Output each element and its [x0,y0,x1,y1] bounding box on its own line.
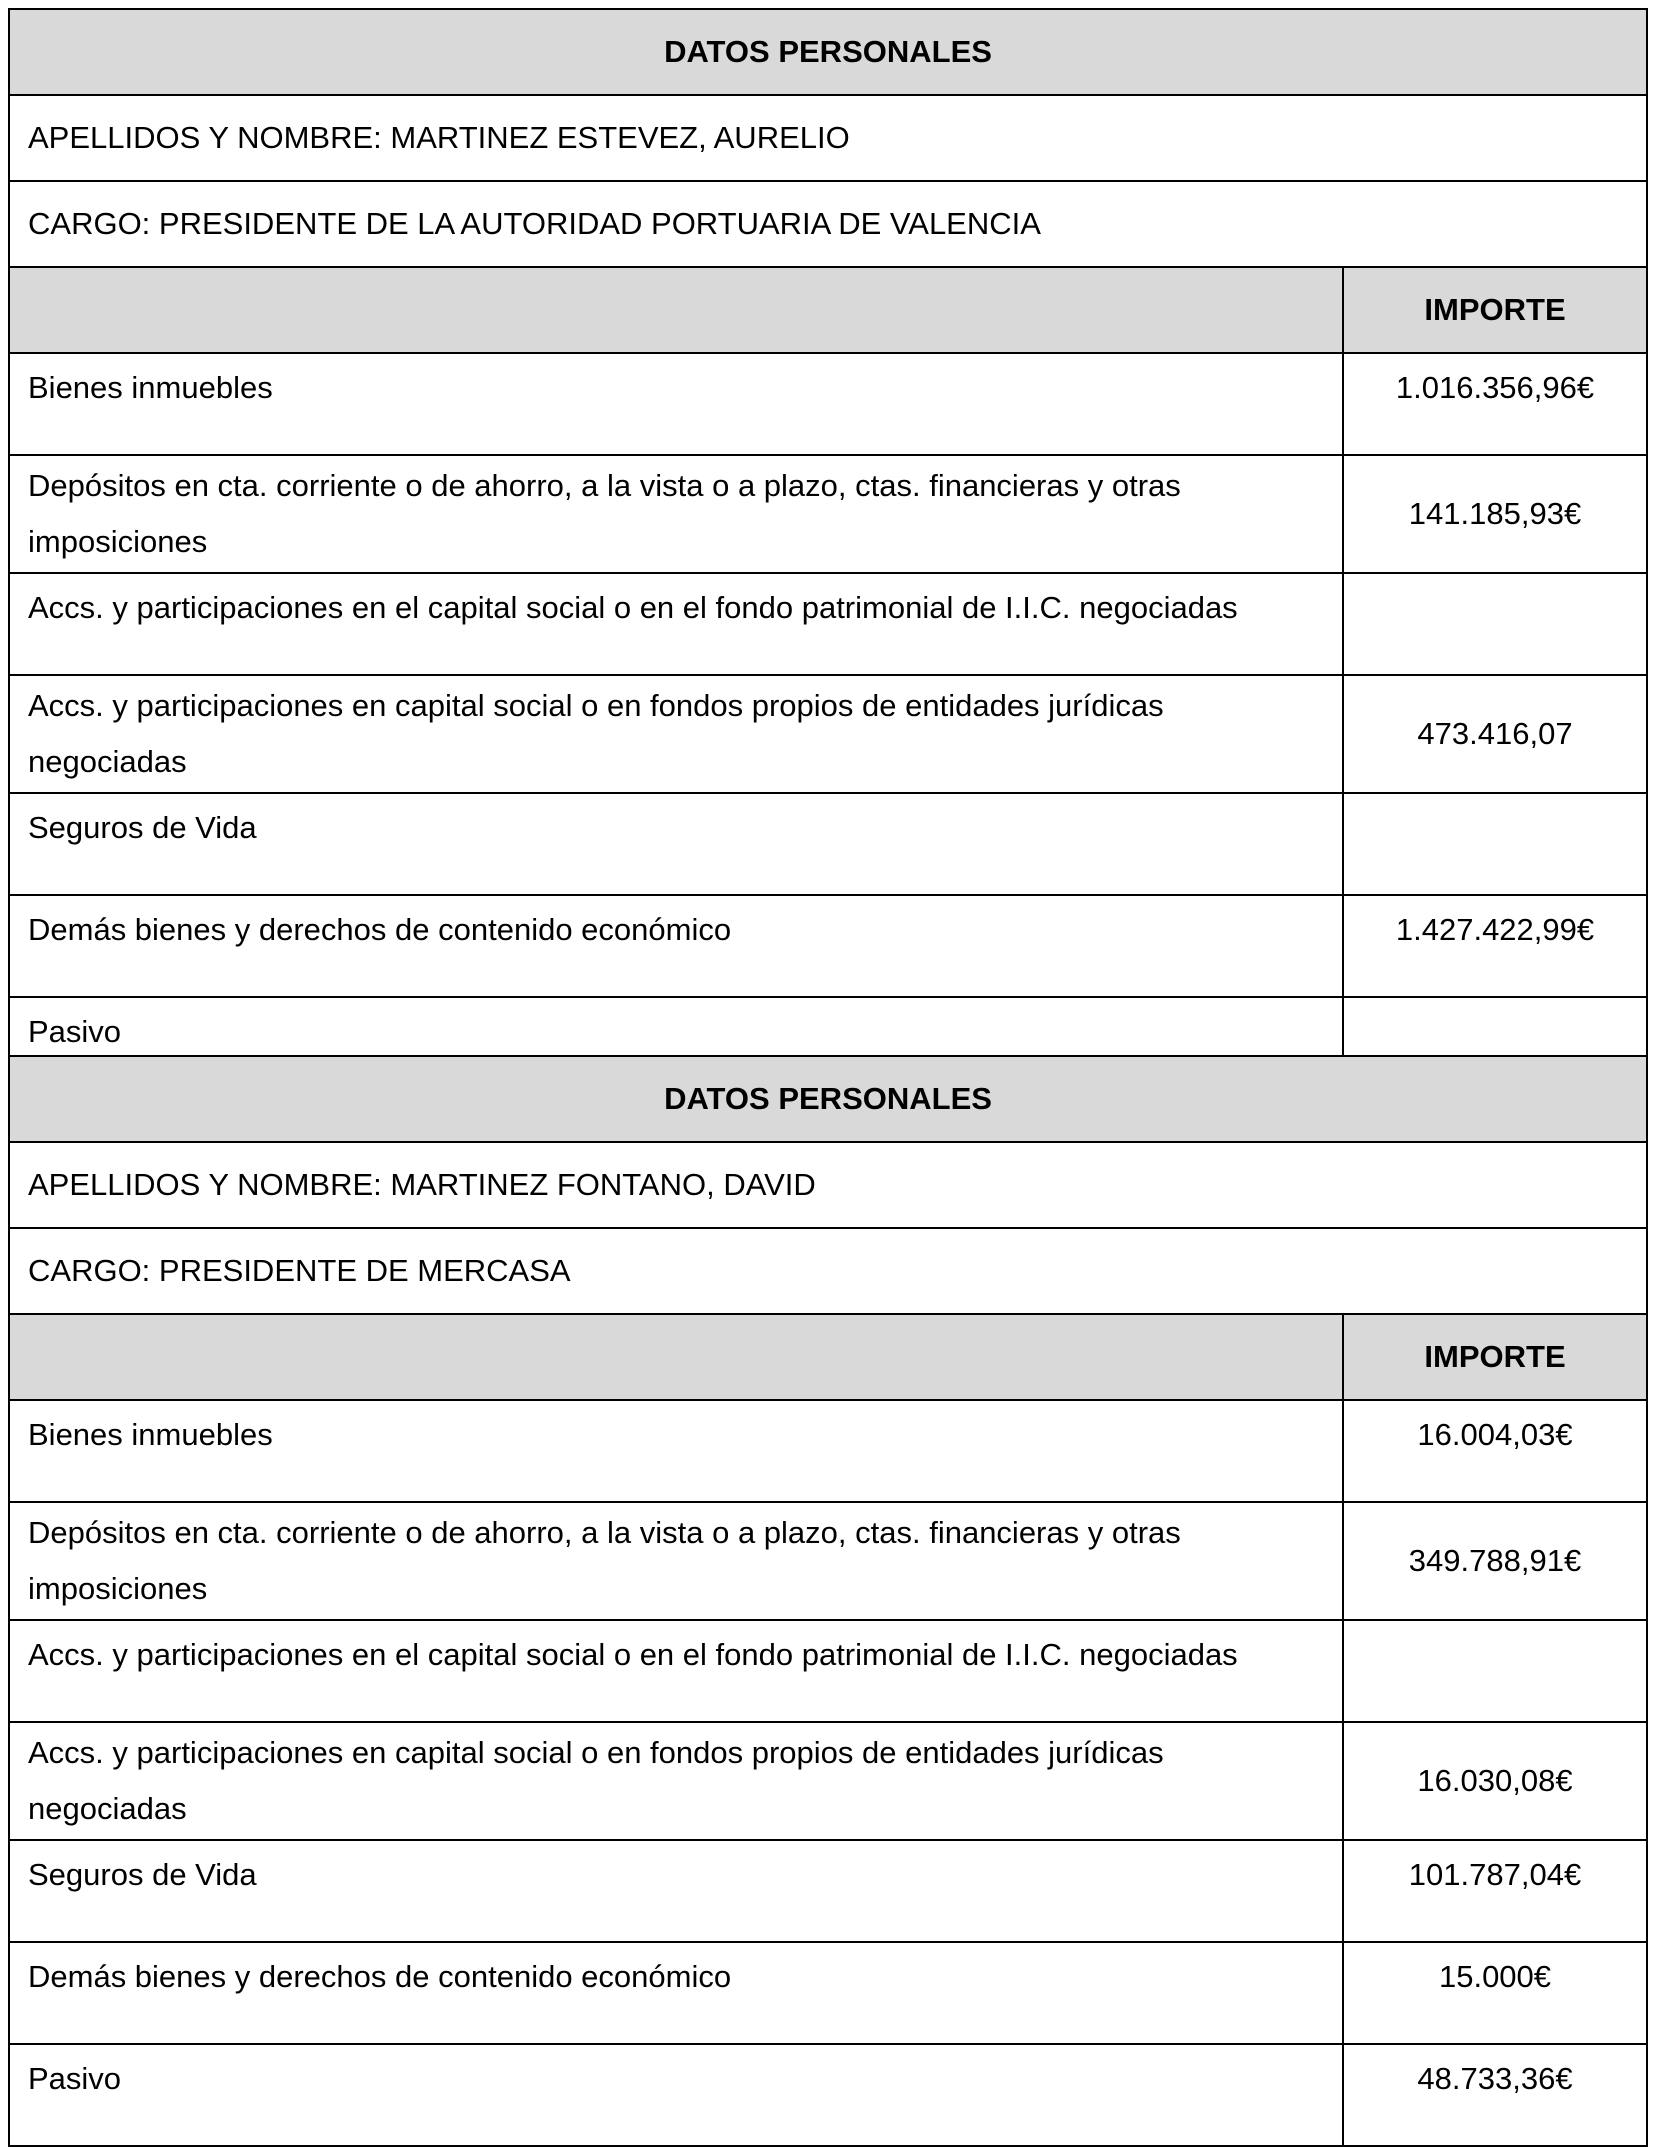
row-label: Seguros de Vida [9,1840,1343,1942]
row-label: Accs. y participaciones en capital social o en fondos propios de entidades jurídicas negociadas [9,675,1343,793]
row-label: Demás bienes y derechos de contenido económico [9,895,1343,997]
row-label: Accs. y participaciones en capital social o en fondos propios de entidades jurídicas negociadas [9,1722,1343,1840]
table-row [9,1400,1647,1502]
cargo-line: CARGO: PRESIDENTE DE MERCASA [9,1228,1647,1314]
amount-header: IMPORTE [1343,1314,1647,1400]
section-title: DATOS PERSONALES [9,9,1647,95]
row-amount [1343,1620,1647,1722]
row-label: Depósitos en cta. corriente o de ahorro, a la vista o a plazo, ctas. financieras y otras imposiciones [9,1502,1343,1620]
table-row [9,1722,1647,1840]
table-row [9,353,1647,455]
row-label: Demás bienes y derechos de contenido económico [9,1942,1343,2044]
asset-declaration-table-2 [8,1055,1648,2147]
row-amount [1343,573,1647,675]
row-amount: 1.016.356,96€ [1343,353,1647,455]
table-row [9,2044,1647,2146]
row-amount: 48.733,36€ [1343,2044,1647,2146]
row-amount [1343,793,1647,895]
name-line: APELLIDOS Y NOMBRE: MARTINEZ FONTANO, DAVID [9,1142,1647,1228]
amount-header: IMPORTE [1343,267,1647,353]
name-line: APELLIDOS Y NOMBRE: MARTINEZ ESTEVEZ, AURELIO [9,95,1647,181]
table-row [9,793,1647,895]
row-amount: 15.000€ [1343,1942,1647,2044]
table-row [9,895,1647,997]
table-row [9,1502,1647,1620]
section-title: DATOS PERSONALES [9,1056,1647,1142]
row-amount: 101.787,04€ [1343,1840,1647,1942]
table-row [9,1840,1647,1942]
row-amount: 141.185,93€ [1343,455,1647,573]
row-label: Pasivo [9,2044,1343,2146]
table-row [9,455,1647,573]
table-row [9,1942,1647,2044]
row-amount: 473.416,07 [1343,675,1647,793]
row-label: Accs. y participaciones en el capital social o en el fondo patrimonial de I.I.C. negociadas [9,1620,1343,1722]
row-amount: 349.788,91€ [1343,1502,1647,1620]
row-label: Accs. y participaciones en el capital social o en el fondo patrimonial de I.I.C. negociadas [9,573,1343,675]
row-label: Bienes inmuebles [9,353,1343,455]
table-row [9,675,1647,793]
row-label: Seguros de Vida [9,793,1343,895]
header-blank-cell [9,1314,1343,1400]
row-label: Pasivo [9,997,1343,1099]
cargo-line: CARGO: PRESIDENTE DE LA AUTORIDAD PORTUARIA DE VALENCIA [9,181,1647,267]
header-blank-cell [9,267,1343,353]
table-row [9,1620,1647,1722]
row-amount: 1.427.422,99€ [1343,895,1647,997]
row-label: Depósitos en cta. corriente o de ahorro, a la vista o a plazo, ctas. financieras y otras imposiciones [9,455,1343,573]
asset-declaration-table-1 [8,8,1648,1100]
row-label: Bienes inmuebles [9,1400,1343,1502]
table-row [9,573,1647,675]
row-amount: 16.004,03€ [1343,1400,1647,1502]
row-amount: 16.030,08€ [1343,1722,1647,1840]
